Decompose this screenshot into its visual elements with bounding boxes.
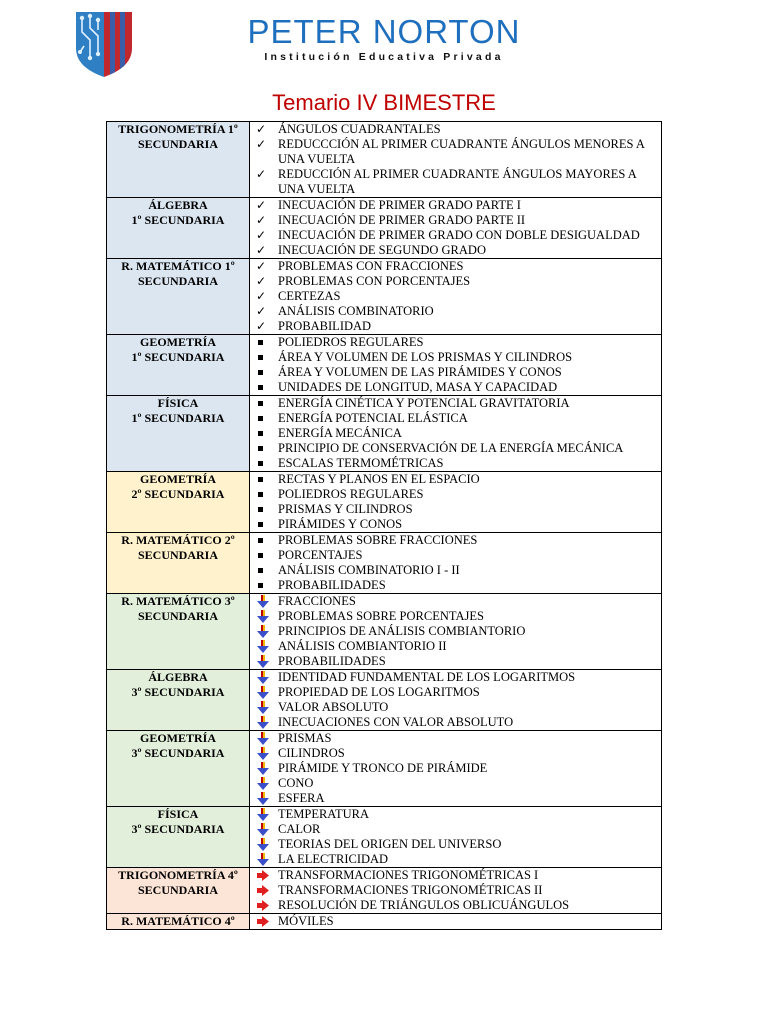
topic-text: PROBLEMAS CON FRACCIONES <box>278 259 464 273</box>
topic-text: UNIDADES DE LONGITUD, MASA Y CAPACIDAD <box>278 380 558 394</box>
table-row <box>107 335 662 396</box>
list-item <box>250 304 661 319</box>
topics-cell <box>250 335 662 396</box>
topic-text: ENERGÍA MECÁNICA <box>278 426 402 440</box>
subject-label: FÍSICA <box>157 396 199 410</box>
subject-label: R. MATEMÁTICO 2º <box>121 533 235 547</box>
square-bullet-icon <box>256 441 270 456</box>
list-item <box>250 243 661 258</box>
topic-text: PRINCIPIOS DE ANÁLISIS COMBIANTORIO <box>278 624 526 638</box>
down-arrow-bullet-icon <box>256 852 270 867</box>
circuit-shield-logo-icon <box>74 10 134 78</box>
topic-text: ÁNGULOS CUADRANTALES <box>278 122 441 136</box>
topic-text: TEORIAS DEL ORIGEN DEL UNIVERSO <box>278 837 502 851</box>
topic-text: RECTAS Y PLANOS EN EL ESPACIO <box>278 472 480 486</box>
topic-text: IDENTIDAD FUNDAMENTAL DE LOS LOGARITMOS <box>278 670 576 684</box>
check-icon <box>256 167 270 182</box>
table-row <box>107 472 662 533</box>
topic-text: ANÁLISIS COMBIANTORIO II <box>278 639 447 653</box>
topic-text: ENERGÍA POTENCIAL ELÁSTICA <box>278 411 468 425</box>
topic-text: CONO <box>278 776 314 790</box>
school-subtitle: Institución Educativa Privada <box>264 51 504 63</box>
topic-list <box>250 198 661 258</box>
topics-cell <box>250 868 662 914</box>
topic-list <box>250 533 661 593</box>
topic-text: ANÁLISIS COMBINATORIO <box>278 304 434 318</box>
subject-label: GEOMETRÍA <box>139 472 216 486</box>
subject-cell <box>107 335 250 396</box>
subject-label: SECUNDARIA <box>137 609 218 623</box>
topic-list <box>250 731 661 806</box>
subject-label: 1º SECUNDARIA <box>131 411 225 425</box>
subject-label: 3º SECUNDARIA <box>131 685 225 699</box>
square-bullet-icon <box>256 426 270 441</box>
subject-label: SECUNDARIA <box>137 548 218 562</box>
subject-label: 3º SECUNDARIA <box>131 822 225 836</box>
list-item <box>250 715 661 730</box>
subject-cell <box>107 472 250 533</box>
square-bullet-icon <box>256 502 270 517</box>
down-arrow-bullet-icon <box>256 791 270 806</box>
down-arrow-bullet-icon <box>256 685 270 700</box>
square-bullet-icon <box>256 396 270 411</box>
down-arrow-bullet-icon <box>256 654 270 669</box>
list-item <box>250 198 661 213</box>
subject-cell <box>107 807 250 868</box>
list-item <box>250 883 661 898</box>
topic-text: PRISMAS <box>278 731 332 745</box>
list-item <box>250 898 661 913</box>
topic-text: VALOR ABSOLUTO <box>278 700 389 714</box>
subject-label: TRIGONOMETRÍA 1º <box>118 122 238 136</box>
list-item <box>250 654 661 669</box>
square-bullet-icon <box>256 380 270 395</box>
check-icon <box>256 228 270 243</box>
topic-list <box>250 472 661 532</box>
list-item <box>250 472 661 487</box>
square-bullet-icon <box>256 578 270 593</box>
subject-label: TRIGONOMETRÍA 4º <box>118 868 238 882</box>
list-item <box>250 807 661 822</box>
list-item <box>250 335 661 350</box>
down-arrow-bullet-icon <box>256 700 270 715</box>
right-arrow-bullet-icon <box>256 868 270 883</box>
list-item <box>250 791 661 806</box>
right-arrow-bullet-icon <box>256 883 270 898</box>
subject-label: R. MATEMÁTICO 4º <box>121 914 235 928</box>
list-item <box>250 761 661 776</box>
subject-label: 2º SECUNDARIA <box>131 487 225 501</box>
topic-text: LA ELECTRICIDAD <box>278 852 389 866</box>
school-name: PETER NORTON <box>247 13 521 50</box>
topic-text: INECUACIÓN DE PRIMER GRADO PARTE I <box>278 198 521 212</box>
check-icon <box>256 122 270 137</box>
list-item <box>250 563 661 578</box>
list-item <box>250 365 661 380</box>
list-item <box>250 456 661 471</box>
topic-text: PROBABILIDADES <box>278 578 386 592</box>
syllabus-table-body <box>107 122 662 930</box>
list-item <box>250 122 661 137</box>
topic-text: PROBABILIDAD <box>278 319 372 333</box>
table-row <box>107 198 662 259</box>
list-item <box>250 868 661 883</box>
table-row <box>107 670 662 731</box>
topic-text: INECUACIÓN DE PRIMER GRADO CON DOBLE DESIGUALDAD <box>278 228 640 242</box>
topics-cell <box>250 594 662 670</box>
list-item <box>250 685 661 700</box>
square-bullet-icon <box>256 472 270 487</box>
table-row <box>107 594 662 670</box>
topics-cell <box>250 670 662 731</box>
list-item <box>250 533 661 548</box>
square-bullet-icon <box>256 533 270 548</box>
down-arrow-bullet-icon <box>256 639 270 654</box>
list-item <box>250 578 661 593</box>
list-item <box>250 837 661 852</box>
check-icon <box>256 304 270 319</box>
topic-text: REDUCCIÓN AL PRIMER CUADRANTE ÁNGULOS MAYORES A UNA VUELTA <box>278 167 637 196</box>
down-arrow-bullet-icon <box>256 670 270 685</box>
subject-cell <box>107 731 250 807</box>
topic-text: POLIEDROS REGULARES <box>278 487 424 501</box>
right-arrow-bullet-icon <box>256 898 270 913</box>
topics-cell <box>250 472 662 533</box>
down-arrow-bullet-icon <box>256 761 270 776</box>
topic-list <box>250 396 661 471</box>
list-item <box>250 289 661 304</box>
topic-text: PRINCIPIO DE CONSERVACIÓN DE LA ENERGÍA MECÁNICA <box>278 441 624 455</box>
subject-label: GEOMETRÍA <box>139 731 216 745</box>
topic-text: PORCENTAJES <box>278 548 363 562</box>
square-bullet-icon <box>256 350 270 365</box>
syllabus-table <box>106 121 662 930</box>
subject-label: GEOMETRÍA <box>139 335 216 349</box>
subject-label: R. MATEMÁTICO 1º <box>121 259 235 273</box>
topic-text: REDUCCCIÓN AL PRIMER CUADRANTE ÁNGULOS MENORES A UNA VUELTA <box>278 137 645 166</box>
list-item <box>250 914 661 929</box>
list-item <box>250 487 661 502</box>
list-item <box>250 350 661 365</box>
topic-text: PROBLEMAS SOBRE PORCENTAJES <box>278 609 484 623</box>
topic-text: PROBLEMAS SOBRE FRACCIONES <box>278 533 478 547</box>
table-row <box>107 868 662 914</box>
subject-label: FÍSICA <box>157 807 199 821</box>
check-icon <box>256 198 270 213</box>
topic-text: PRISMAS Y CILINDROS <box>278 502 413 516</box>
list-item <box>250 319 661 334</box>
subject-label: ÁLGEBRA <box>148 670 208 684</box>
list-item <box>250 731 661 746</box>
document-title: Temario IV BIMESTRE <box>272 90 496 115</box>
check-icon <box>256 274 270 289</box>
subject-cell <box>107 868 250 914</box>
topic-text: MÓVILES <box>278 914 334 928</box>
subject-label: 1º SECUNDARIA <box>131 350 225 364</box>
topics-cell <box>250 122 662 198</box>
subject-cell <box>107 198 250 259</box>
topic-text: POLIEDROS REGULARES <box>278 335 424 349</box>
topic-text: ENERGÍA CINÉTICA Y POTENCIAL GRAVITATORIA <box>278 396 570 410</box>
list-item <box>250 670 661 685</box>
check-icon <box>256 213 270 228</box>
list-item <box>250 700 661 715</box>
topic-text: TRANSFORMACIONES TRIGONOMÉTRICAS II <box>278 883 543 897</box>
down-arrow-bullet-icon <box>256 715 270 730</box>
topic-text: RESOLUCIÓN DE TRIÁNGULOS OBLICUÁNGULOS <box>278 898 570 912</box>
square-bullet-icon <box>256 563 270 578</box>
subject-label: SECUNDARIA <box>137 274 218 288</box>
topic-text: PROPIEDAD DE LOS LOGARITMOS <box>278 685 480 699</box>
down-arrow-bullet-icon <box>256 822 270 837</box>
down-arrow-bullet-icon <box>256 609 270 624</box>
list-item <box>250 228 661 243</box>
topic-list <box>250 868 661 913</box>
table-row <box>107 533 662 594</box>
list-item <box>250 517 661 532</box>
square-bullet-icon <box>256 517 270 532</box>
topic-text: INECUACIÓN DE SEGUNDO GRADO <box>278 243 486 257</box>
list-item <box>250 274 661 289</box>
subject-label: R. MATEMÁTICO 3º <box>121 594 235 608</box>
subject-label: 3º SECUNDARIA <box>131 746 225 760</box>
topic-list <box>250 335 661 395</box>
topic-text: TRANSFORMACIONES TRIGONOMÉTRICAS I <box>278 868 539 882</box>
list-item <box>250 411 661 426</box>
check-icon <box>256 259 270 274</box>
subject-label: ÁLGEBRA <box>148 198 208 212</box>
topics-cell <box>250 731 662 807</box>
topic-text: ANÁLISIS COMBINATORIO I - II <box>278 563 460 577</box>
list-item <box>250 609 661 624</box>
table-row <box>107 731 662 807</box>
square-bullet-icon <box>256 456 270 471</box>
right-arrow-bullet-icon <box>256 914 270 929</box>
topic-list <box>250 122 661 197</box>
square-bullet-icon <box>256 548 270 563</box>
down-arrow-bullet-icon <box>256 731 270 746</box>
square-bullet-icon <box>256 487 270 502</box>
topic-list <box>250 807 661 867</box>
list-item <box>250 822 661 837</box>
table-row <box>107 396 662 472</box>
topic-text: TEMPERATURA <box>278 807 369 821</box>
topic-text: ÁREA Y VOLUMEN DE LOS PRISMAS Y CILINDROS <box>278 350 573 364</box>
list-item <box>250 396 661 411</box>
table-row <box>107 914 662 930</box>
topic-text: INECUACIONES CON VALOR ABSOLUTO <box>278 715 514 729</box>
topic-text: INECUACIÓN DE PRIMER GRADO PARTE II <box>278 213 526 227</box>
check-icon <box>256 319 270 334</box>
list-item <box>250 380 661 395</box>
list-item <box>250 137 661 167</box>
list-item <box>250 776 661 791</box>
down-arrow-bullet-icon <box>256 776 270 791</box>
list-item <box>250 259 661 274</box>
subject-label: 1º SECUNDARIA <box>131 213 225 227</box>
check-icon <box>256 137 270 152</box>
table-row <box>107 807 662 868</box>
subject-cell <box>107 670 250 731</box>
topic-text: PIRÁMIDE Y TRONCO DE PIRÁMIDE <box>278 761 488 775</box>
list-item <box>250 639 661 654</box>
table-row <box>107 122 662 198</box>
topics-cell <box>250 807 662 868</box>
topic-text: CALOR <box>278 822 321 836</box>
square-bullet-icon <box>256 335 270 350</box>
topic-text: ÁREA Y VOLUMEN DE LAS PIRÁMIDES Y CONOS <box>278 365 562 379</box>
topic-text: ESFERA <box>278 791 325 805</box>
subject-cell <box>107 594 250 670</box>
topic-list <box>250 594 661 669</box>
topic-text: ESCALAS TERMOMÉTRICAS <box>278 456 444 470</box>
topic-text: PIRÁMIDES Y CONOS <box>278 517 403 531</box>
list-item <box>250 624 661 639</box>
subject-label: SECUNDARIA <box>137 137 218 151</box>
down-arrow-bullet-icon <box>256 624 270 639</box>
subject-cell <box>107 533 250 594</box>
down-arrow-bullet-icon <box>256 837 270 852</box>
topic-list <box>250 914 661 929</box>
down-arrow-bullet-icon <box>256 807 270 822</box>
topics-cell <box>250 914 662 930</box>
topic-text: CILINDROS <box>278 746 345 760</box>
topic-list <box>250 670 661 730</box>
list-item <box>250 746 661 761</box>
topic-text: PROBLEMAS CON PORCENTAJES <box>278 274 471 288</box>
topic-text: PROBABILIDADES <box>278 654 386 668</box>
list-item <box>250 213 661 228</box>
subject-cell <box>107 396 250 472</box>
list-item <box>250 852 661 867</box>
down-arrow-bullet-icon <box>256 594 270 609</box>
list-item <box>250 502 661 517</box>
topics-cell <box>250 396 662 472</box>
list-item <box>250 548 661 563</box>
down-arrow-bullet-icon <box>256 746 270 761</box>
square-bullet-icon <box>256 365 270 380</box>
topic-text: CERTEZAS <box>278 289 341 303</box>
topic-list <box>250 259 661 334</box>
topics-cell <box>250 259 662 335</box>
topic-text: FRACCIONES <box>278 594 356 608</box>
check-icon <box>256 243 270 258</box>
check-icon <box>256 289 270 304</box>
list-item <box>250 441 661 456</box>
topics-cell <box>250 533 662 594</box>
square-bullet-icon <box>256 411 270 426</box>
list-item <box>250 167 661 197</box>
subject-cell <box>107 914 250 930</box>
topics-cell <box>250 198 662 259</box>
list-item <box>250 426 661 441</box>
table-row <box>107 259 662 335</box>
subject-cell <box>107 122 250 198</box>
list-item <box>250 594 661 609</box>
subject-label: SECUNDARIA <box>137 883 218 897</box>
subject-cell <box>107 259 250 335</box>
